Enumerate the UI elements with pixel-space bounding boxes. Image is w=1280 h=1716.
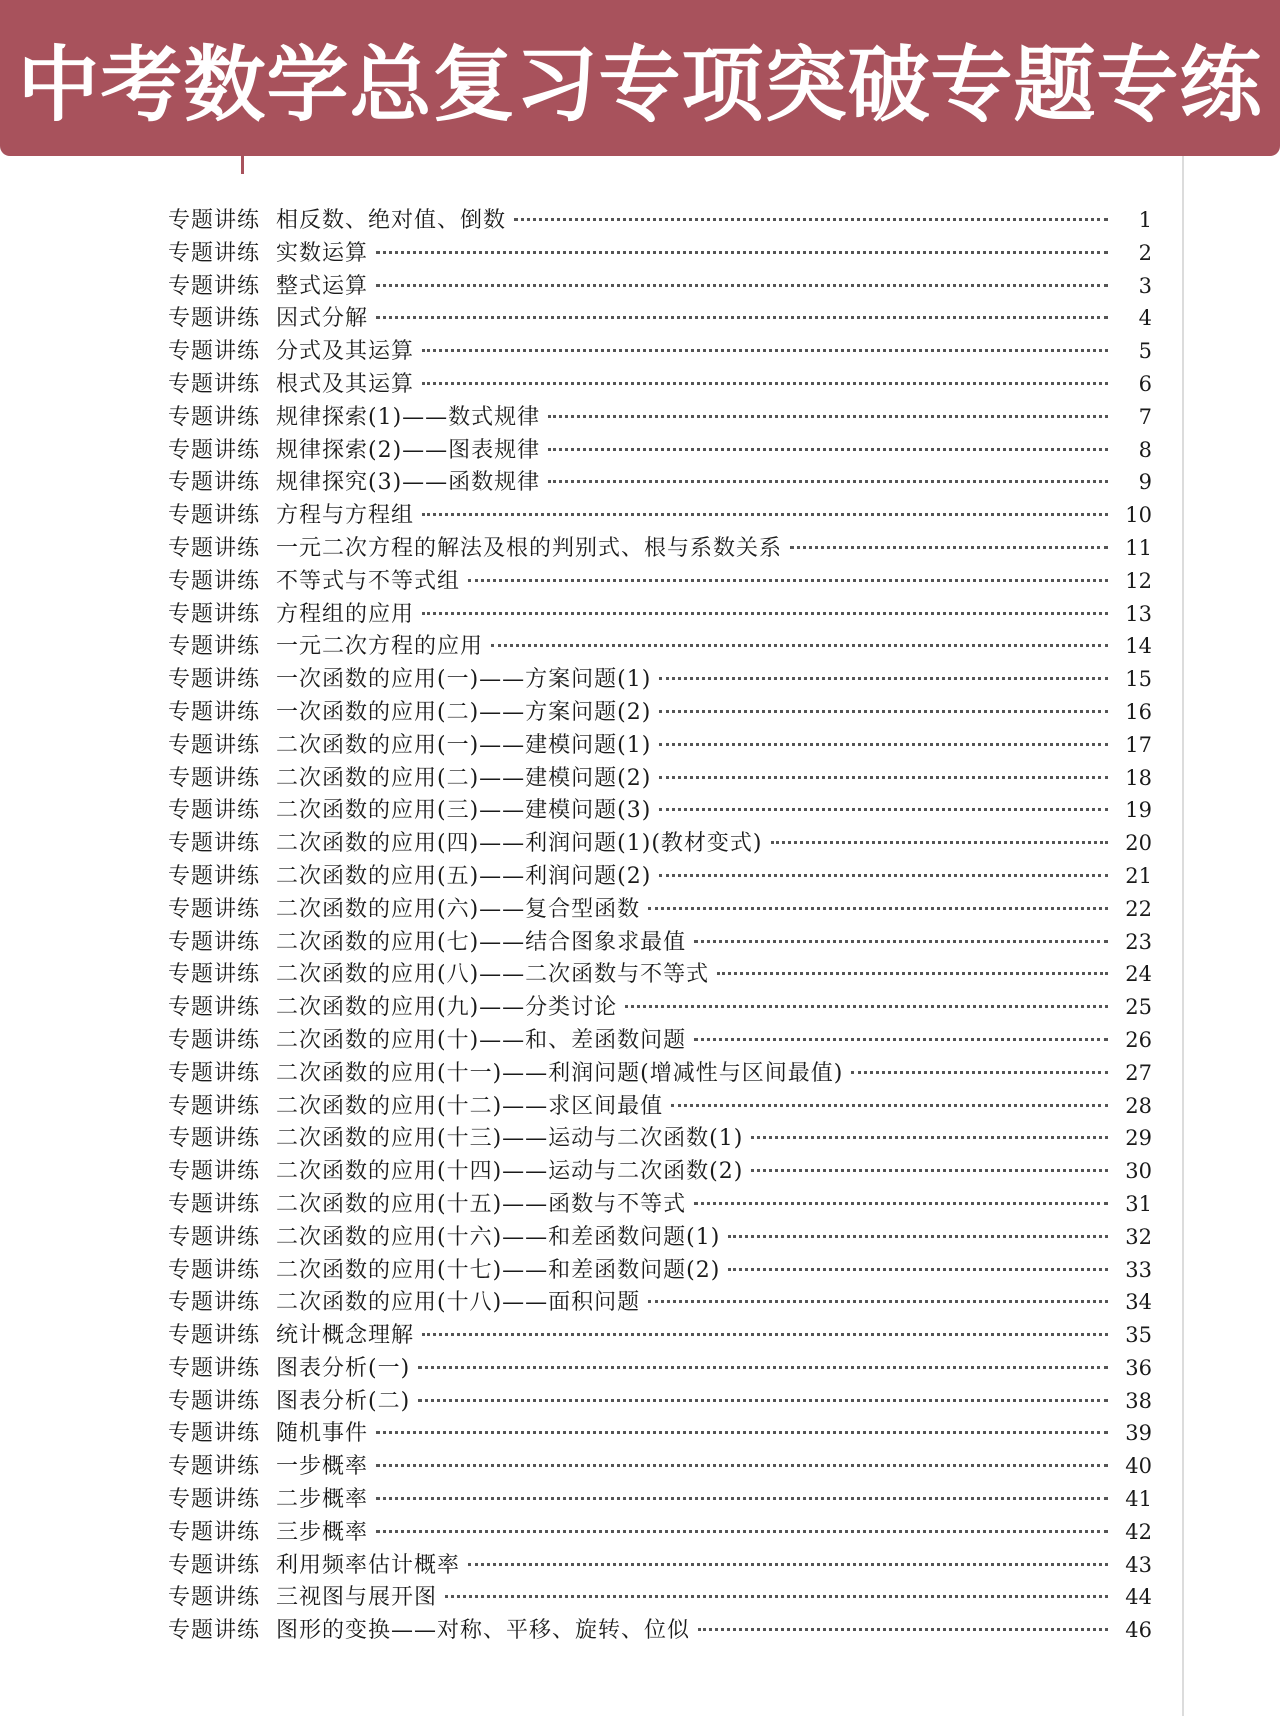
toc-entry-page-number: 40 — [1125, 1454, 1152, 1479]
toc-entry-title: 二次函数的应用(十六)——和差函数问题(1) — [276, 1224, 721, 1250]
toc-entry[interactable] — [168, 1417, 1152, 1450]
toc-entry-label: 专题讲练 — [168, 208, 261, 233]
toc-page — [0, 156, 1280, 1716]
toc-entry-label: 专题讲练 — [168, 831, 261, 857]
toc-entry[interactable] — [168, 1090, 1152, 1123]
toc-entry-title: 二次函数的应用(十三)——运动与二次函数(1) — [276, 1126, 744, 1152]
toc-entry-page-number: 25 — [1125, 995, 1152, 1020]
toc-entry-title: 分式及其运算 — [276, 339, 415, 365]
dot-leader — [491, 643, 1108, 647]
toc-entry-title: 一元二次方程的解法及根的判别式、根与系数关系 — [276, 535, 783, 561]
dot-leader — [418, 1398, 1108, 1402]
toc-entry-title: 二次函数的应用(七)——结合图象求最值 — [276, 929, 687, 955]
toc-entry-page-number: 2 — [1138, 240, 1152, 265]
dot-leader — [694, 1201, 1108, 1205]
toc-entry-page-number: 13 — [1125, 601, 1152, 626]
toc-entry-title: 规律探索(1)——数式规律 — [276, 404, 541, 430]
dot-leader — [659, 676, 1108, 680]
toc-entry-label: 专题讲练 — [168, 995, 261, 1021]
toc-entry[interactable] — [168, 204, 1152, 237]
toc-entry-page-number: 8 — [1138, 437, 1152, 462]
toc-entry[interactable] — [168, 237, 1152, 270]
toc-entry-label: 专题讲练 — [168, 1355, 261, 1381]
page-right-edge — [1182, 156, 1184, 1716]
toc-entry-label: 专题讲练 — [168, 1290, 261, 1316]
toc-entry-title: 三步概率 — [276, 1519, 369, 1545]
toc-entry-title: 二次函数的应用(五)——利润问题(2) — [276, 863, 652, 889]
toc-entry-page-number: 27 — [1125, 1060, 1152, 1085]
toc-entry-label: 专题讲练 — [168, 240, 261, 266]
toc-entry-label: 专题讲练 — [168, 896, 261, 922]
toc-entry-label: 专题讲练 — [168, 929, 261, 955]
toc-entry-title: 规律探索(2)——图表规律 — [276, 437, 541, 463]
toc-entry[interactable] — [168, 499, 1152, 532]
toc-entry-page-number: 6 — [1138, 371, 1152, 396]
toc-entry-label: 专题讲练 — [168, 1060, 261, 1086]
toc-entry-title: 根式及其运算 — [276, 371, 415, 397]
page-edge-mark — [241, 156, 244, 174]
toc-entry-label: 专题讲练 — [168, 1585, 261, 1611]
toc-entry-label: 专题讲练 — [168, 765, 261, 791]
dot-leader — [659, 775, 1108, 779]
toc-entry-label: 专题讲练 — [168, 437, 261, 463]
toc-entry-label: 专题讲练 — [168, 1224, 261, 1250]
toc-entry[interactable] — [168, 532, 1152, 565]
toc-entry[interactable] — [168, 1254, 1152, 1287]
toc-entry[interactable] — [168, 663, 1152, 696]
dot-leader — [376, 1430, 1108, 1434]
dot-leader — [728, 1267, 1108, 1271]
toc-entry[interactable] — [168, 827, 1152, 860]
toc-entry-label: 专题讲练 — [168, 339, 261, 365]
toc-entry-label: 专题讲练 — [168, 667, 261, 693]
dot-leader — [422, 381, 1108, 385]
dot-leader — [422, 512, 1108, 516]
toc-entry-label: 专题讲练 — [168, 1191, 261, 1217]
toc-entry-title: 二步概率 — [276, 1487, 369, 1513]
toc-entry[interactable] — [168, 1155, 1152, 1188]
toc-entry-page-number: 1 — [1138, 208, 1152, 232]
dot-leader — [376, 1529, 1108, 1533]
toc-entry-title: 实数运算 — [276, 240, 369, 266]
toc-entry[interactable] — [168, 466, 1152, 499]
toc-entry-title: 二次函数的应用(一)——建模问题(1) — [276, 732, 652, 758]
toc-entry-page-number: 28 — [1125, 1093, 1152, 1118]
toc-entry-page-number: 41 — [1125, 1487, 1152, 1512]
toc-entry[interactable] — [168, 434, 1152, 467]
toc-entry-label: 专题讲练 — [168, 1093, 261, 1119]
dot-leader — [659, 807, 1108, 811]
toc-entry[interactable] — [168, 1188, 1152, 1221]
toc-entry-page-number: 39 — [1125, 1421, 1152, 1446]
toc-entry-title: 方程组的应用 — [276, 601, 415, 627]
toc-entry[interactable] — [168, 1024, 1152, 1057]
table-of-contents — [168, 204, 1152, 1647]
toc-entry-page-number: 19 — [1125, 798, 1152, 823]
dot-leader — [376, 250, 1108, 254]
toc-entry-title: 图形的变换——对称、平移、旋转、位似 — [276, 1618, 691, 1644]
dot-leader — [694, 939, 1108, 943]
toc-entry-page-number: 9 — [1138, 470, 1152, 495]
toc-entry[interactable] — [168, 926, 1152, 959]
toc-entry-title: 二次函数的应用(六)——复合型函数 — [276, 896, 641, 922]
toc-entry-page-number: 29 — [1125, 1126, 1152, 1151]
toc-entry-label: 专题讲练 — [168, 962, 261, 988]
toc-entry[interactable] — [168, 696, 1152, 729]
toc-entry[interactable] — [168, 302, 1152, 335]
toc-entry-label: 专题讲练 — [168, 699, 261, 725]
dot-leader — [548, 479, 1108, 483]
toc-entry-page-number: 46 — [1125, 1618, 1152, 1643]
toc-entry[interactable] — [168, 1549, 1152, 1582]
toc-entry[interactable] — [168, 630, 1152, 663]
toc-entry-title: 二次函数的应用(九)——分类讨论 — [276, 995, 618, 1021]
dot-leader — [376, 1463, 1108, 1467]
toc-entry-page-number: 20 — [1125, 831, 1152, 856]
toc-entry-title: 图表分析(二) — [276, 1388, 411, 1414]
dot-leader — [659, 742, 1108, 746]
dot-leader — [548, 447, 1108, 451]
toc-entry-page-number: 15 — [1125, 667, 1152, 692]
dot-leader — [851, 1070, 1108, 1074]
toc-entry-label: 专题讲练 — [168, 1552, 261, 1578]
toc-entry-label: 专题讲练 — [168, 404, 261, 430]
dot-leader — [698, 1627, 1108, 1631]
toc-entry[interactable] — [168, 762, 1152, 795]
toc-entry-label: 专题讲练 — [168, 1257, 261, 1283]
toc-entry-page-number: 34 — [1125, 1290, 1152, 1315]
toc-entry[interactable] — [168, 1352, 1152, 1385]
toc-entry-page-number: 38 — [1125, 1388, 1152, 1413]
toc-entry-label: 专题讲练 — [168, 568, 261, 594]
dot-leader — [418, 1365, 1108, 1369]
dot-leader — [648, 1299, 1108, 1303]
toc-entry[interactable] — [168, 991, 1152, 1024]
toc-entry-page-number: 18 — [1125, 765, 1152, 790]
toc-entry-title: 因式分解 — [276, 306, 369, 332]
toc-entry-title: 二次函数的应用(十四)——运动与二次函数(2) — [276, 1159, 744, 1185]
toc-entry-label: 专题讲练 — [168, 1159, 261, 1185]
banner-title: 中考数学总复习专项突破专题专练 — [17, 37, 1263, 133]
toc-entry-label: 专题讲练 — [168, 371, 261, 397]
toc-entry-page-number: 42 — [1125, 1519, 1152, 1544]
toc-entry[interactable] — [168, 335, 1152, 368]
toc-entry-page-number: 36 — [1125, 1355, 1152, 1380]
toc-entry-page-number: 14 — [1125, 634, 1152, 659]
toc-entry-title: 二次函数的应用(八)——二次函数与不等式 — [276, 962, 710, 988]
toc-entry-page-number: 35 — [1125, 1323, 1152, 1348]
toc-entry-page-number: 5 — [1138, 339, 1152, 364]
toc-entry[interactable] — [168, 270, 1152, 303]
toc-entry-title: 利用频率估计概率 — [276, 1552, 461, 1578]
toc-entry[interactable] — [168, 1385, 1152, 1418]
toc-entry-label: 专题讲练 — [168, 732, 261, 758]
toc-entry[interactable] — [168, 1581, 1152, 1614]
toc-entry-title: 不等式与不等式组 — [276, 568, 461, 594]
toc-entry-title: 方程与方程组 — [276, 503, 415, 529]
toc-entry-page-number: 12 — [1125, 568, 1152, 593]
toc-entry-label: 专题讲练 — [168, 1618, 261, 1644]
toc-entry-label: 专题讲练 — [168, 634, 261, 660]
toc-entry-label: 专题讲练 — [168, 1519, 261, 1545]
dot-leader — [717, 971, 1108, 975]
dot-leader — [771, 840, 1109, 844]
toc-entry-page-number: 23 — [1125, 929, 1152, 954]
toc-entry-page-number: 33 — [1125, 1257, 1152, 1282]
toc-entry-label: 专题讲练 — [168, 1421, 261, 1447]
toc-entry-title: 二次函数的应用(四)——利润问题(1)(教材变式) — [276, 831, 763, 857]
toc-entry[interactable] — [168, 401, 1152, 434]
toc-entry-title: 一次函数的应用(一)——方案问题(1) — [276, 667, 652, 693]
dot-leader — [514, 217, 1108, 221]
toc-entry[interactable] — [168, 565, 1152, 598]
toc-entry[interactable] — [168, 893, 1152, 926]
toc-entry-page-number: 31 — [1125, 1191, 1152, 1216]
toc-entry[interactable] — [168, 1221, 1152, 1254]
toc-entry-label: 专题讲练 — [168, 798, 261, 824]
toc-entry-title: 随机事件 — [276, 1421, 369, 1447]
toc-entry[interactable] — [168, 1057, 1152, 1090]
toc-entry-label: 专题讲练 — [168, 535, 261, 561]
dot-leader — [376, 1496, 1108, 1500]
title-banner — [0, 0, 1280, 156]
dot-leader — [751, 1168, 1108, 1172]
dot-leader — [648, 906, 1108, 910]
dot-leader — [468, 578, 1108, 582]
toc-entry-title: 一步概率 — [276, 1454, 369, 1480]
dot-leader — [728, 1234, 1108, 1238]
toc-entry-page-number: 21 — [1125, 863, 1152, 888]
dot-leader — [659, 709, 1108, 713]
toc-entry[interactable] — [168, 1319, 1152, 1352]
toc-entry-title: 相反数、绝对值、倒数 — [276, 208, 507, 233]
toc-entry[interactable] — [168, 729, 1152, 762]
toc-entry-label: 专题讲练 — [168, 1487, 261, 1513]
toc-entry-title: 二次函数的应用(十一)——利润问题(增减性与区间最值) — [276, 1060, 844, 1086]
toc-entry[interactable] — [168, 794, 1152, 827]
toc-entry-page-number: 3 — [1138, 273, 1152, 298]
toc-entry-page-number: 26 — [1125, 1027, 1152, 1052]
toc-entry-title: 三视图与展开图 — [276, 1585, 438, 1611]
toc-entry[interactable] — [168, 1450, 1152, 1483]
toc-entry-page-number: 30 — [1125, 1159, 1152, 1184]
toc-entry-label: 专题讲练 — [168, 1388, 261, 1414]
toc-entry-page-number: 24 — [1125, 962, 1152, 987]
dot-leader — [548, 414, 1108, 418]
dot-leader — [694, 1037, 1108, 1041]
toc-entry[interactable] — [168, 1286, 1152, 1319]
dot-leader — [376, 283, 1108, 287]
toc-entry-label: 专题讲练 — [168, 470, 261, 496]
toc-entry-label: 专题讲练 — [168, 503, 261, 529]
toc-entry-page-number: 11 — [1125, 535, 1152, 560]
dot-leader — [468, 1562, 1108, 1566]
toc-entry-page-number: 10 — [1125, 503, 1152, 528]
toc-entry-label: 专题讲练 — [168, 601, 261, 627]
toc-entry-label: 专题讲练 — [168, 306, 261, 332]
dot-leader — [751, 1135, 1108, 1139]
toc-entry[interactable] — [168, 958, 1152, 991]
dot-leader — [376, 315, 1108, 319]
toc-entry-title: 二次函数的应用(二)——建模问题(2) — [276, 765, 652, 791]
dot-leader — [659, 873, 1108, 877]
toc-entry-title: 一次函数的应用(二)——方案问题(2) — [276, 699, 652, 725]
toc-entry-title: 二次函数的应用(十七)——和差函数问题(2) — [276, 1257, 721, 1283]
toc-entry-title: 二次函数的应用(十五)——函数与不等式 — [276, 1191, 687, 1217]
toc-entry-page-number: 44 — [1125, 1585, 1152, 1610]
toc-entry-label: 专题讲练 — [168, 1454, 261, 1480]
dot-leader — [422, 348, 1108, 352]
toc-entry-title: 二次函数的应用(十二)——求区间最值 — [276, 1093, 664, 1119]
toc-entry-title: 整式运算 — [276, 273, 369, 299]
toc-entry-page-number: 32 — [1125, 1224, 1152, 1249]
dot-leader — [422, 611, 1108, 615]
toc-entry-page-number: 22 — [1125, 896, 1152, 921]
dot-leader — [671, 1103, 1108, 1107]
toc-entry[interactable] — [168, 1516, 1152, 1549]
toc-entry-title: 规律探究(3)——函数规律 — [276, 470, 541, 496]
toc-entry[interactable] — [168, 368, 1152, 401]
toc-entry-label: 专题讲练 — [168, 273, 261, 299]
toc-entry-title: 一元二次方程的应用 — [276, 634, 484, 660]
dot-leader — [790, 545, 1108, 549]
toc-entry-title: 二次函数的应用(十)——和、差函数问题 — [276, 1027, 687, 1053]
toc-entry-label: 专题讲练 — [168, 1126, 261, 1152]
dot-leader — [422, 1332, 1108, 1336]
toc-entry-page-number: 16 — [1125, 699, 1152, 724]
toc-entry-page-number: 7 — [1138, 404, 1152, 429]
toc-entry[interactable] — [168, 860, 1152, 893]
toc-entry-title: 统计概念理解 — [276, 1323, 415, 1349]
toc-entry-title: 二次函数的应用(十八)——面积问题 — [276, 1290, 641, 1316]
toc-entry[interactable] — [168, 1614, 1152, 1647]
toc-entry-page-number: 43 — [1125, 1552, 1152, 1577]
toc-entry[interactable] — [168, 598, 1152, 631]
toc-entry-page-number: 4 — [1138, 306, 1152, 331]
toc-entry-label: 专题讲练 — [168, 1323, 261, 1349]
toc-entry-title: 二次函数的应用(三)——建模问题(3) — [276, 798, 652, 824]
toc-entry[interactable] — [168, 1122, 1152, 1155]
toc-entry-label: 专题讲练 — [168, 863, 261, 889]
dot-leader — [445, 1594, 1108, 1598]
dot-leader — [625, 1004, 1108, 1008]
toc-entry-label: 专题讲练 — [168, 1027, 261, 1053]
toc-entry-page-number: 17 — [1125, 732, 1152, 757]
toc-entry[interactable] — [168, 1483, 1152, 1516]
toc-entry-title: 图表分析(一) — [276, 1355, 411, 1381]
